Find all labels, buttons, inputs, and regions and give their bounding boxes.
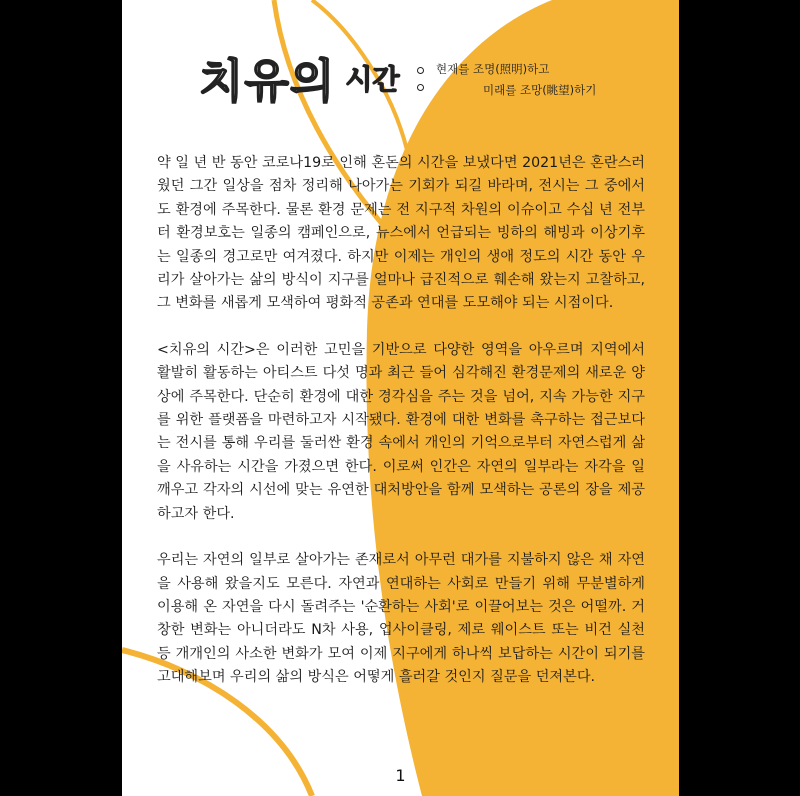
body-text [157, 152, 645, 713]
paragraph-3: 우리는 자연의 일부로 살아가는 존재로서 아무런 대가를 지불하지 않은 채 자연을 사용해 왔을지도 모른다. 자연과 연대하는 사회로 만들기 위해 무분별하게 이용해 온 자연을 다시 돌려주는 '순환하는 사회'로 이끌어보는 것은 어떨까. 거창한 변화는 아니더라도 N차 사용, 업사이클링, 제로 웨이스트 또는 비건 실천 등 개개인의 사소한 변화가 모여 이제 지구에게 하나씩 보답하는 시간이 되기를 고대해보며 우리의 삶의 방식은 어떻게 흘러갈 것인지 질문을 던져본다. [157, 552, 645, 686]
title-main: 치유의 [199, 54, 336, 108]
title-secondary: 시간 [345, 63, 400, 96]
subtitle-line-2: 미래를 조망(眺望)하기 [483, 83, 597, 97]
paragraph-1: 약 일 년 반 동안 코로나19로 인해 혼돈의 시간을 보냈다면 2021년은 혼란스러웠던 그간 일상을 점차 정리해 나아가는 기회가 되길 바라며, 전시는 그 중에서도 환경에 주목한다. 물론 환경 문제는 전 지구적 차원의 이슈이고 수십 년 전부터 환경보호는 일종의 캠페인으로, 뉴스에서 언급되는 빙하의 해빙과 이상기후는 일종의 경고로만 여겨졌다. 하지만 이제는 개인의 생애 정도의 시간 동안 우리가 살아가는 삶의 방식이 지구를 얼마나 급진적으로 훼손해 왔는지 고찰하고, 그 변화를 새롭게 모색하여 평화적 공존과 연대를 도모해야 되는 시점이다. [157, 155, 645, 312]
subtitle-line-1: 현재를 조명(照明)하고 [436, 62, 550, 76]
paragraph-2: <치유의 시간>은 이러한 고민을 기반으로 다양한 영역을 아우르며 지역에서 활발히 활동하는 아티스트 다섯 명과 최근 들어 심각해진 환경문제의 새로운 양상에 주목한다. 단순히 환경에 대한 경각심을 주는 것을 넘어, 지속 가능한 지구를 위한 플랫폼을 마련하고자 시작됐다. 환경에 대한 변화를 촉구하는 접근보다는 전시를 통해 우리를 둘러싼 환경 속에서 개인의 기억으로부터 자연스럽게 삶을 사유하는 시간을 가졌으면 한다. 이로써 인간은 자연의 일부라는 자각을 일깨우고 각자의 시선에 맞는 유연한 대처방안을 함께 모색하는 공론의 장을 제공하고자 한다. [157, 341, 645, 522]
document-page [122, 0, 679, 796]
title-colon [417, 67, 425, 91]
page-number: 1 [395, 766, 406, 785]
page-title [199, 48, 399, 108]
